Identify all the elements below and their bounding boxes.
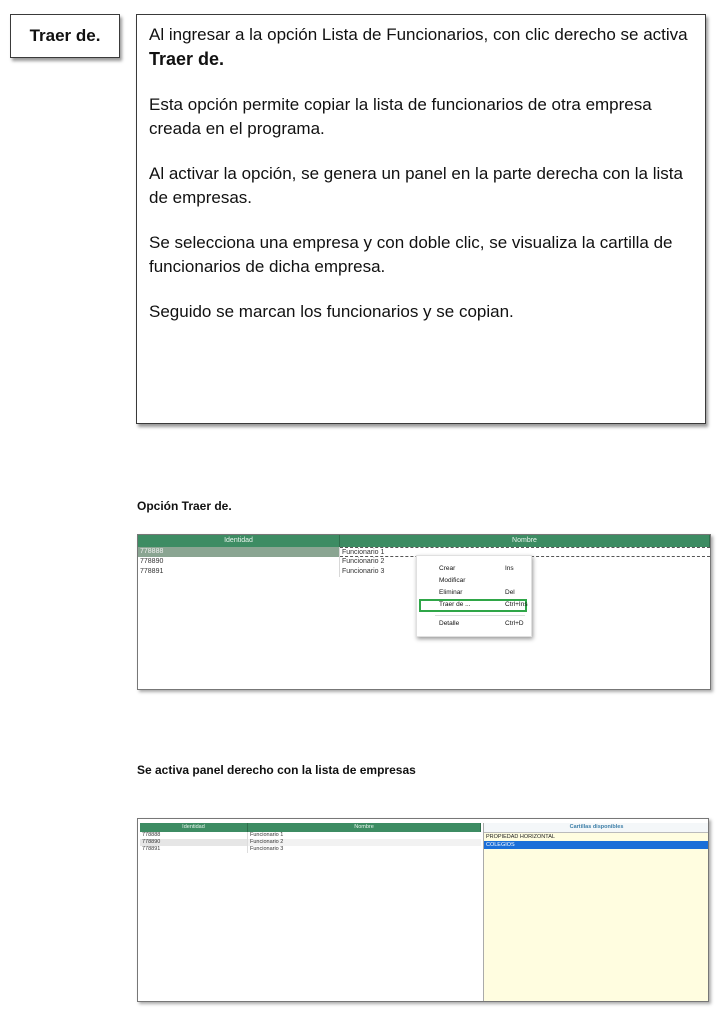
menu-item-traer-de[interactable]: Traer de ... Ctrl+Ins xyxy=(439,601,528,608)
paragraph-1: Al ingresar a la opción Lista de Funcionarios, con clic derecho se activa Traer de. xyxy=(149,25,688,69)
screenshot-panel xyxy=(137,818,709,1002)
column-nombre[interactable]: Nombre xyxy=(340,535,710,547)
grid-header xyxy=(140,823,481,832)
companies-panel xyxy=(483,823,709,1002)
cell-nombre: Funcionario 2 xyxy=(342,558,385,565)
menu-item-eliminar[interactable]: Eliminar Del xyxy=(439,589,515,596)
column-nombre[interactable]: Nombre xyxy=(248,823,481,832)
column-identidad[interactable]: Identidad xyxy=(140,823,248,832)
menu-separator xyxy=(435,615,525,616)
cell-identidad: 778891 xyxy=(140,846,248,853)
cell-identidad: 778888 xyxy=(138,547,340,557)
cell-identidad: 778888 xyxy=(140,832,248,839)
panel-title: Cartillas disponibles xyxy=(484,823,709,833)
paragraph-2: Esta opción permite copiar la lista de funcionarios de otra empresa creada en el programa. xyxy=(149,95,652,138)
panel-item-propiedad-horizontal[interactable]: PROPIEDAD HORIZONTAL xyxy=(486,834,555,840)
screenshot-context-menu xyxy=(137,534,711,690)
section-tag: Traer de. xyxy=(10,14,120,58)
cell-nombre: Funcionario 1 xyxy=(340,547,710,557)
funcionarios-grid xyxy=(140,823,481,1002)
grid-header xyxy=(138,535,710,547)
paragraph-4: Se selecciona una empresa y con doble clic, se visualiza la cartilla de funcionarios de dicha empresa. xyxy=(149,233,673,276)
bold-term: Traer de. xyxy=(149,49,225,69)
caption-panel: Se activa panel derecho con la lista de empresas xyxy=(137,763,416,777)
cell-identidad: 778890 xyxy=(138,557,340,567)
description-box xyxy=(136,14,706,424)
column-identidad[interactable]: Identidad xyxy=(138,535,340,547)
table-row[interactable] xyxy=(140,846,481,853)
cell-identidad: 778891 xyxy=(138,567,340,577)
context-menu xyxy=(416,555,532,637)
paragraph-3: Al activar la opción, se genera un panel en la parte derecha con la lista de empresas. xyxy=(149,164,683,207)
menu-item-detalle[interactable]: Detalle Ctrl+D xyxy=(439,620,524,627)
cell-nombre: Funcionario 2 xyxy=(248,839,481,846)
cell-nombre: Funcionario 3 xyxy=(250,846,284,852)
menu-item-crear[interactable]: Crear Ins xyxy=(439,565,514,572)
table-row[interactable] xyxy=(140,832,481,839)
panel-item-colegios[interactable]: COLEGIOS xyxy=(484,841,709,849)
caption-option: Opción Traer de. xyxy=(137,499,232,513)
menu-item-modificar[interactable]: Modificar xyxy=(439,577,466,584)
table-row[interactable] xyxy=(140,839,481,846)
cell-nombre: Funcionario 3 xyxy=(342,568,385,575)
cell-nombre: Funcionario 1 xyxy=(250,832,284,838)
paragraph-5: Seguido se marcan los funcionarios y se copian. xyxy=(149,302,514,321)
cell-identidad: 778890 xyxy=(140,839,248,846)
